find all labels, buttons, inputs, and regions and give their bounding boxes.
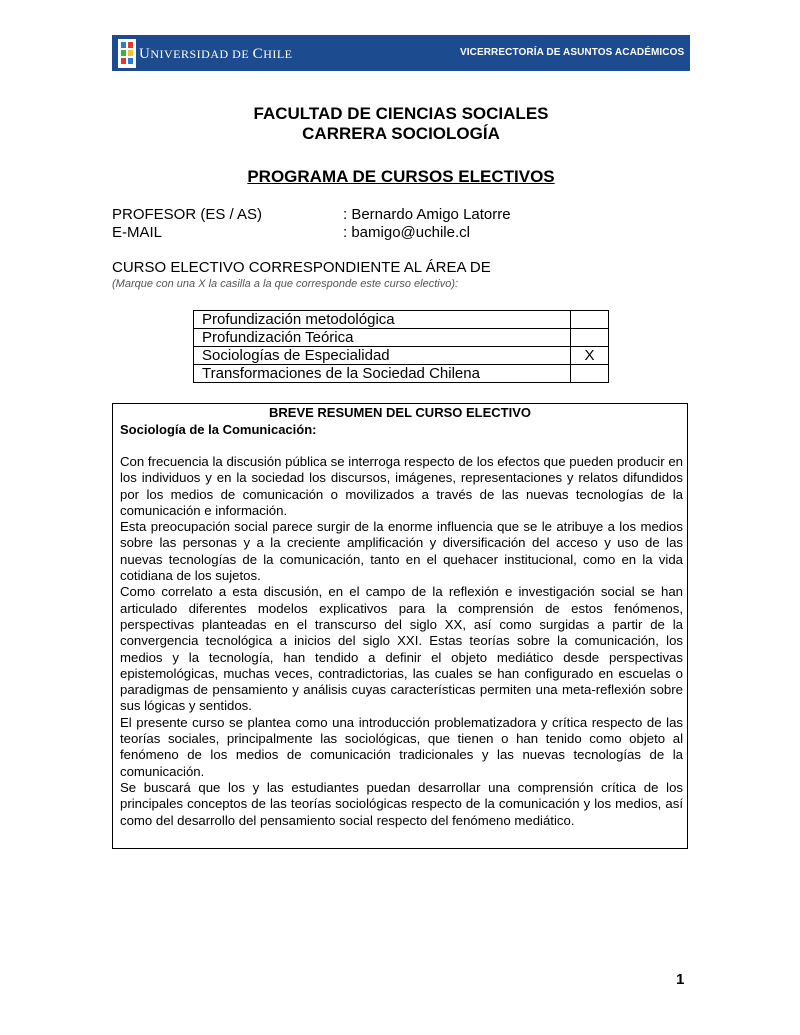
- table-row: [194, 347, 609, 365]
- area-label: Sociologías de Especialidad: [194, 347, 571, 365]
- university-crest-icon: [118, 39, 136, 68]
- page-number: 1: [676, 971, 685, 988]
- area-label: Transformaciones de la Sociedad Chilena: [194, 365, 571, 383]
- table-row: [194, 311, 609, 329]
- summary-paragraph: Con frecuencia la discusión pública se interroga respecto de los efectos que pueden producir en los individuos y en la sociedad los discursos, imágenes, representaciones y relatos difundidos por los medios de comunicación o movilizados a través de las nuevas tecnologías de la comunicación e información.: [120, 454, 683, 518]
- faculty-title: FACULTAD DE CIENCIAS SOCIALES: [253, 104, 549, 123]
- area-note: (Marque con una X la casilla a la que corresponde este curso electivo):: [112, 278, 459, 290]
- summary-body: [120, 454, 683, 829]
- summary-paragraph: El presente curso se plantea como una introducción problematizadora y crítica respecto de las teorías sociales, principalmente las sociológicas, que tienen o han tenido como objeto al fenómeno de los medios de comunicación tradicionales y las nuevas tecnologías de la comunicación.: [120, 714, 683, 779]
- area-label: Profundización Teórica: [194, 329, 571, 347]
- area-table: [193, 310, 609, 383]
- vice-rectorate-label: VICERRECTORÍA DE ASUNTOS ACADÉMICOS: [460, 47, 685, 58]
- course-name: Sociología de la Comunicación:: [120, 422, 317, 437]
- area-checkbox[interactable]: [571, 311, 609, 329]
- summary-paragraph: Como correlato a esta discusión, en el campo de la reflexión e investigación social se han articulado diferentes modelos explicativos para la comprensión de estos fenómenos, perspectivas planteadas en el transcurso del siglo XX, así como surgidas a partir de la convergencia tecnológica a inicios del siglo XXI. Estas teorías sobre la comunicación, los medios y la tecnología, han tendido a definir el objeto mediático desde perspectivas epistemológicas, muchas veces, contradictorias, las cuales se han configurado en escuelas o paradigmas de pensamiento y análisis cuyas características permiten una meta-reflexión sobre sus lógicas y sentidos.: [120, 584, 683, 714]
- area-checkbox[interactable]: [571, 365, 609, 383]
- summary-paragraph: Se buscará que los y las estudiantes puedan desarrollar una comprensión crítica de los principales conceptos de las teorías sociológicas respecto de la comunicación y los medios, así como del desarrollo del pensamiento social respecto del fenómeno mediático.: [120, 779, 683, 828]
- university-name: UNIVERSIDAD DE CHILE: [139, 46, 293, 62]
- professor-value: : Bernardo Amigo Latorre: [343, 206, 511, 223]
- summary-paragraph: Esta preocupación social parece surgir de la enorme influencia que se le atribuye a los medios sobre las personas y a la creciente amplificación y diversificación del acceso y uso de las nuevas tecnologías de la comunicación, tanto en el quehacer institucional, como en la vida cotidiana de los sujetos.: [120, 519, 683, 584]
- area-title: CURSO ELECTIVO CORRESPONDIENTE AL ÁREA DE: [112, 259, 491, 276]
- email-label: E-MAIL: [112, 224, 163, 241]
- table-row: [194, 365, 609, 383]
- area-label: Profundización metodológica: [194, 311, 571, 329]
- area-checkbox[interactable]: [571, 329, 609, 347]
- career-title: CARRERA SOCIOLOGÍA: [302, 124, 500, 143]
- table-row: [194, 329, 609, 347]
- program-title: PROGRAMA DE CURSOS ELECTIVOS: [247, 167, 555, 186]
- area-checkbox[interactable]: X: [571, 347, 609, 365]
- summary-box: [112, 403, 688, 849]
- professor-label: PROFESOR (ES / AS): [112, 206, 263, 223]
- email-value: : bamigo@uchile.cl: [343, 224, 470, 241]
- summary-title: BREVE RESUMEN DEL CURSO ELECTIVO: [269, 405, 531, 420]
